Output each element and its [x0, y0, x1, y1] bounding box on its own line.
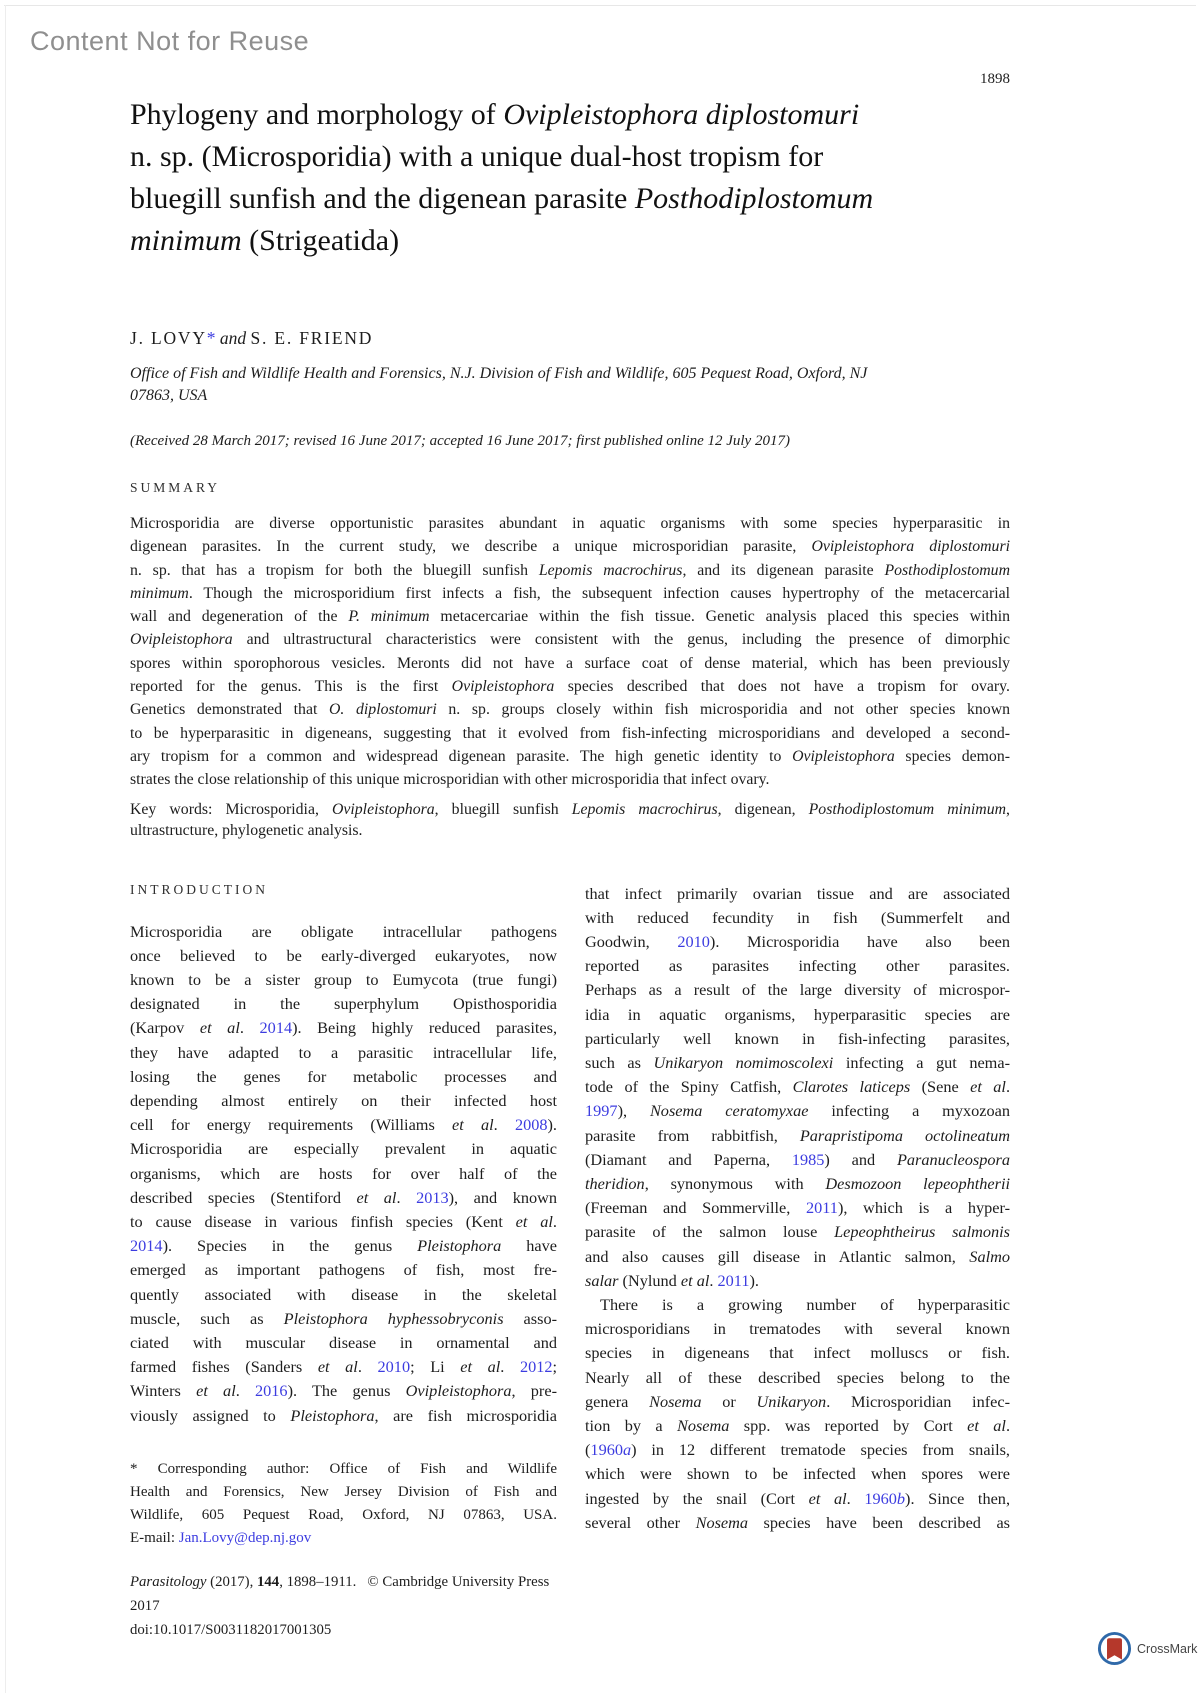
citation-link[interactable]: 1960b	[864, 1488, 906, 1508]
text-line: particularly well known in fish-infecting parasites,	[585, 1028, 1010, 1048]
page-edge-line-left	[5, 5, 6, 1693]
text-line: cell for energy requirements (Williams et al. 2008).	[130, 1115, 558, 1135]
citation-link[interactable]: 2008	[514, 1115, 548, 1135]
citation-link[interactable]: Jan.Lovy@dep.nj.gov	[178, 1529, 312, 1546]
text-line: Wildlife, 605 Pequest Road, Oxford, NJ 07863, USA.	[130, 1506, 557, 1523]
text-line: they have adapted to a parasitic intracellular life,	[130, 1042, 557, 1062]
introduction-text-right-para2	[585, 1293, 1010, 1535]
text-line: Microsporidia are especially prevalent in aquatic	[130, 1139, 557, 1159]
text-line: Genetics demonstrated that O. diplostomuri n. sp. groups closely within fish microsporidia and not other species known	[130, 701, 1011, 719]
authors-conjunction: and	[219, 328, 247, 348]
text-line: quently associated with disease in the skeletal	[130, 1284, 557, 1304]
text-line: Phylogeny and morphology of Ovipleistophora diplostomuri	[130, 98, 860, 131]
keywords	[130, 799, 1010, 842]
left-column	[130, 882, 557, 1642]
citation-link[interactable]: 2011	[805, 1198, 838, 1218]
citation-link[interactable]: 1985	[791, 1149, 825, 1169]
introduction-heading: INTRODUCTION	[130, 881, 268, 897]
text-line: microsporidians in trematodes with several known	[585, 1319, 1010, 1339]
text-line: (Diamant and Paperna, 1985) and Paranucleospora	[585, 1149, 1010, 1169]
introduction-text-right-para1	[585, 882, 1010, 1293]
authors-line	[130, 328, 1010, 349]
citation-link[interactable]: 2012	[519, 1357, 553, 1377]
author-name-2: S. E. FRIEND	[250, 328, 374, 348]
affiliation	[130, 363, 1010, 406]
text-line: Winters et al. 2016). The genus Ovipleistophora, pre-	[130, 1381, 557, 1401]
text-line: ciated with muscular disease in ornamental and	[130, 1333, 557, 1353]
citation-link[interactable]: 2013	[416, 1187, 449, 1207]
text-line: such as Unikaryon nomimoscolexi infecting a gut nema-	[585, 1052, 1010, 1072]
citation-link[interactable]: 2011	[717, 1270, 750, 1290]
corresponding-author-asterisk[interactable]: *	[206, 328, 216, 348]
citation-link[interactable]: 2014	[259, 1018, 293, 1038]
text-line: viously assigned to Pleistophora, are fish microsporidia	[130, 1405, 557, 1425]
text-line: reported as parasites infecting other parasites.	[585, 956, 1010, 976]
citation-link[interactable]: 2014	[130, 1236, 163, 1256]
text-line: species in digeneans that infect molluscs or fish.	[585, 1343, 1010, 1363]
text-line: 2014). Species in the genus Pleistophora have	[130, 1236, 557, 1256]
citation-link[interactable]: 2010	[677, 931, 710, 951]
text-line: Ovipleistophora and ultrastructural characteristics were consistent with the genus, including the presence of dimorphic	[130, 631, 1010, 649]
article-title	[130, 94, 1010, 262]
text-line: Health and Forensics, New Jersey Division of Fish and	[130, 1483, 557, 1500]
text-line: idia in aquatic organisms, hyperparasitic species are	[585, 1004, 1010, 1024]
text-line: genera Nosema or Unikaryon. Microsporidian infec-	[585, 1391, 1011, 1411]
text-line: Microsporidia are obligate intracellular pathogens	[130, 921, 557, 941]
text-line: Office of Fish and Wildlife Health and Forensics, N.J. Division of Fish and Wildlife, 605 Pequest Road, Oxford, NJ	[130, 365, 868, 382]
citation-link[interactable]: 1997	[585, 1101, 618, 1121]
text-line: strates the close relationship of this unique microsporidian with other microsporidia that infect ovary.	[130, 771, 770, 789]
introduction-text-left	[130, 920, 557, 1428]
text-line: described species (Stentiford et al. 2013), and known	[130, 1187, 558, 1207]
text-line: farmed fishes (Sanders et al. 2010; Li et al. 2012;	[130, 1357, 558, 1377]
text-line: ingested by the snail (Cort et al. 1960b). Since then,	[585, 1488, 1011, 1508]
article-page	[130, 0, 1010, 1642]
text-line: ary tropism for a common and widespread digenean parasite. The high genetic identity to Ovipleistophora species demon-	[130, 747, 1010, 765]
text-line: ultrastructure, phylogenetic analysis.	[130, 822, 363, 840]
text-line: once believed to be early-diverged eukaryotes, now	[130, 945, 557, 965]
text-line: with reduced fecundity in fish (Summerfelt and	[585, 907, 1010, 927]
text-line: which were shown to be infected when spores were	[585, 1464, 1010, 1484]
watermark: Content Not for Reuse	[30, 26, 310, 56]
corresponding-author-footnote	[130, 1458, 557, 1550]
text-line: that infect primarily ovarian tissue and are associated	[585, 883, 1010, 903]
text-line: designated in the superphylum Opisthosporidia	[130, 994, 557, 1014]
crossmark-badge[interactable]	[1097, 1631, 1197, 1666]
crossmark-icon	[1097, 1631, 1132, 1666]
journal-citation: Parasitology (2017), 144, 1898–1911. © Cambridge University Press 2017	[130, 1573, 550, 1614]
right-column	[585, 882, 1010, 1535]
text-line: to cause disease in various finfish species (Kent et al.	[130, 1212, 557, 1231]
text-line: Microsporidia are diverse opportunistic parasites abundant in aquatic organisms with some species hyperparasitic in	[130, 515, 1010, 532]
citation-link[interactable]: 1960a	[590, 1440, 632, 1460]
text-line: minimum. Though the microsporidium first infects a fish, the subsequent infection causes hypertrophy of the metacercarial	[130, 584, 1010, 602]
text-line: (Karpov et al. 2014). Being highly reduced parasites,	[130, 1018, 558, 1038]
text-line: muscle, such as Pleistophora hyphessobryconis asso-	[130, 1308, 558, 1328]
text-line: (Freeman and Sommerville, 2011), which is a hyper-	[585, 1198, 1010, 1218]
text-line: and also causes gill disease in Atlantic salmon, Salmo	[585, 1246, 1010, 1266]
citation-link[interactable]: 2016	[255, 1381, 288, 1401]
text-line: parasite of the salmon louse Lepeophtheirus salmonis	[585, 1222, 1010, 1242]
text-line: digenean parasites. In the current study, we describe a unique microsporidian parasite, Ovipleistophora diplostomuri	[130, 538, 1010, 556]
text-line: tode of the Spiny Catfish, Clarotes laticeps (Sene et al.	[585, 1077, 1011, 1097]
text-line: emerged as important pathogens of fish, most fre-	[130, 1260, 557, 1280]
text-line: wall and degeneration of the P. minimum metacercariae within the fish tissue. Genetic analysis placed this species within	[130, 608, 1010, 626]
text-line: There is a growing number of hyperparasitic	[600, 1295, 1010, 1315]
text-line: (1960a) in 12 different trematode species from snails,	[585, 1440, 1010, 1460]
text-line: Goodwin, 2010). Microsporidia have also been	[585, 931, 1010, 951]
text-line: 1997), Nosema ceratomyxae infecting a myxozoan	[585, 1101, 1011, 1121]
text-line: depending almost entirely on their infected host	[130, 1090, 557, 1110]
text-line: n. sp. (Microsporidia) with a unique dual-host tropism for	[130, 140, 824, 173]
text-line: reported for the genus. This is the first Ovipleistophora species described that does not have a tropism for ovary.	[130, 678, 1010, 696]
text-line: * Corresponding author: Office of Fish and Wildlife	[130, 1460, 557, 1477]
journal-info	[130, 1570, 557, 1642]
text-line: to be hyperparasitic in digeneans, suggesting that it evolved from fish-infecting microsporidians and developed a second-	[130, 724, 1010, 742]
text-line: several other Nosema species have been described as	[585, 1512, 1011, 1532]
text-line: bluegill sunfish and the digenean parasite Posthodiplostomum	[130, 182, 874, 215]
summary-text	[130, 512, 1010, 792]
page-number: 1898	[980, 71, 1010, 87]
text-line: tion by a Nosema spp. was reported by Cort et al.	[585, 1416, 1011, 1436]
received-line: (Received 28 March 2017; revised 16 June 2017; accepted 16 June 2017; first published online 12 July 2017)	[130, 433, 790, 449]
text-line: Perhaps as a result of the large diversity of microspor-	[585, 980, 1010, 1000]
two-column-body	[130, 882, 1010, 1642]
text-line: Key words: Microsporidia, Ovipleistophora, bluegill sunfish Lepomis macrochirus, digenean, Posthodiplostomum minimum,	[130, 800, 1010, 818]
text-line: E-mail: Jan.Lovy@dep.nj.gov	[130, 1529, 312, 1546]
text-line: n. sp. that has a tropism for both the bluegill sunfish Lepomis macrochirus, and its digenean parasite Posthodiplostomum	[130, 561, 1010, 579]
text-line: Nearly all of these described species belong to the	[585, 1367, 1010, 1387]
text-line: 07863, USA	[130, 386, 208, 404]
crossmark-label: CrossMark	[1137, 1641, 1198, 1656]
text-line: organisms, which are hosts for over half of the	[130, 1163, 557, 1183]
doi-line: doi:10.1017/S0031182017001305	[130, 1621, 332, 1638]
text-line: salar (Nylund et al. 2011).	[585, 1270, 759, 1290]
text-line: losing the genes for metabolic processes and	[130, 1066, 557, 1086]
text-line: known to be a sister group to Eumycota (true fungi)	[130, 969, 557, 989]
summary-heading: SUMMARY	[130, 480, 221, 495]
citation-link[interactable]: 2010	[377, 1357, 411, 1377]
text-line: theridion, synonymous with Desmozoon lepeophtherii	[585, 1174, 1010, 1193]
text-line: spores within sporophorous vesicles. Meronts did not have a surface coat of dense material, which has been previously	[130, 654, 1010, 672]
text-line: parasite from rabbitfish, Parapristipoma octolineatum	[585, 1125, 1011, 1145]
author-name-1: J. LOVY	[130, 328, 207, 348]
text-line: minimum (Strigeatida)	[130, 224, 400, 257]
